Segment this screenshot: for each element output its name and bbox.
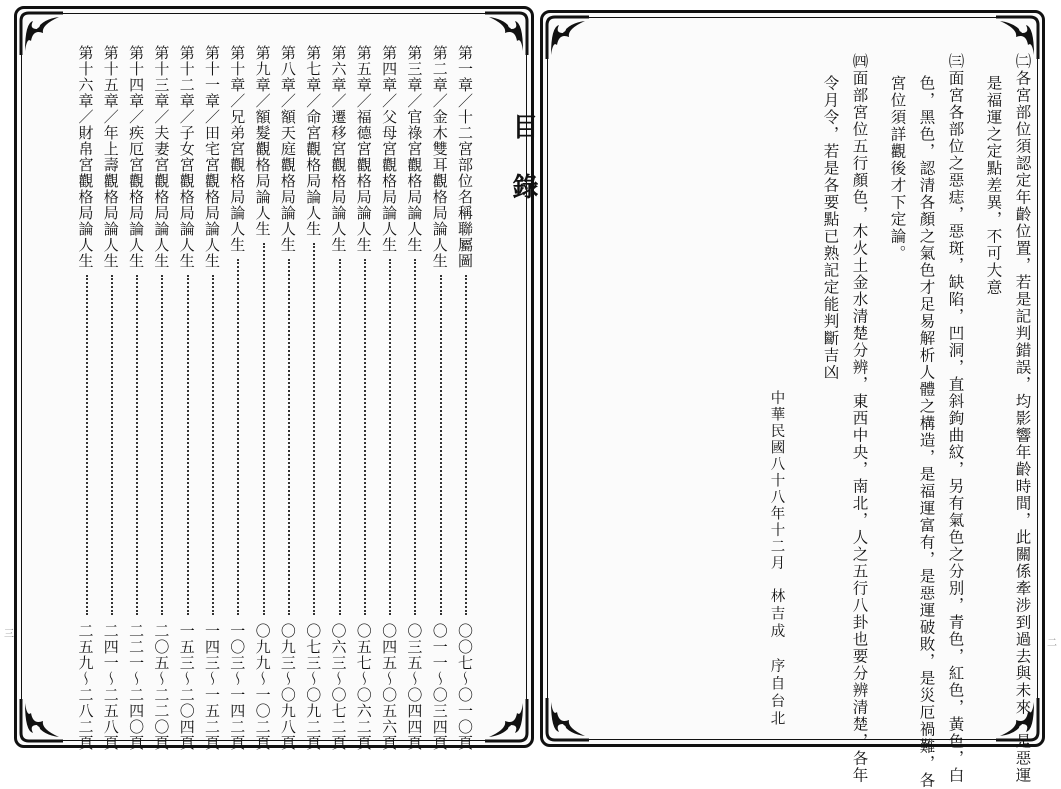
- toc-entry-title: 第六章／遷移宮觀格局論人生: [329, 45, 348, 253]
- toc-leader-dots: [237, 259, 239, 615]
- toc-page: [14, 6, 538, 751]
- toc-entry: [304, 45, 323, 751]
- ornament-corner-icon: [19, 11, 65, 57]
- preface-line: 色，黑色，認清各顏之氣色才足易解析人體之構造，是福運富有，是惡運破敗，是災厄禍難，各: [917, 75, 936, 789]
- toc-entry: [177, 45, 197, 751]
- toc-entry-title: 第八章／額天庭觀格局論人生: [278, 45, 297, 253]
- toc-entry-title: 第二章／金木雙耳觀格局論人生: [430, 45, 449, 269]
- toc-entry-pages: 〇〇七～〇一〇頁: [456, 623, 474, 751]
- toc-entry: [405, 45, 424, 751]
- toc-entry-title: 第十二章／子女宮觀格局論人生: [177, 45, 196, 269]
- toc-entry: [101, 45, 121, 751]
- toc-entry: [278, 45, 298, 751]
- toc-entry-title: 第四章／父母宮觀格局論人生: [380, 45, 399, 253]
- toc-entry-title: 第七章／命宮觀格局論人生: [304, 45, 323, 237]
- toc-entry-pages: 一〇三～一四二頁: [228, 623, 247, 751]
- toc-entry: [329, 45, 349, 751]
- toc-entry-pages: 〇一一～〇三四頁: [430, 623, 449, 751]
- toc-leader-dots: [364, 259, 366, 615]
- preface-author: 林吉成 序自台北: [768, 588, 785, 728]
- toc-entry: [228, 45, 247, 751]
- preface-page: [540, 10, 1045, 789]
- preface-date: 中華民國八十八年十二月: [768, 390, 785, 572]
- toc-entry: [127, 45, 146, 751]
- ornament-corner-icon: [483, 697, 529, 743]
- toc-entry-pages: 二四一～二五八頁: [101, 623, 120, 751]
- toc-entry-title: 第十一章／田宅宮觀格局論人生: [203, 45, 221, 269]
- toc-leader-dots: [414, 259, 416, 615]
- toc-leader-dots: [389, 259, 391, 615]
- toc-entry-title: 第三章／官祿宮觀格局論人生: [405, 45, 424, 253]
- toc-entry-title: 第十三章／夫妻宮觀格局論人生: [152, 45, 171, 269]
- toc-leader-dots: [212, 275, 214, 615]
- toc-leader-dots: [86, 275, 88, 615]
- toc-entry: [203, 45, 222, 751]
- toc-leader-dots: [111, 275, 113, 615]
- ornament-corner-icon: [483, 11, 529, 57]
- toc-leader-dots: [465, 275, 467, 615]
- toc-entry-pages: 一四三～一五二頁: [203, 623, 221, 751]
- toc-leader-dots: [263, 243, 265, 615]
- toc-title: 目錄: [508, 113, 538, 233]
- toc-entry-title: 第五章／福德宮觀格局論人生: [354, 45, 373, 253]
- toc-entry: [354, 45, 374, 751]
- ornament-corner-icon: [19, 697, 65, 743]
- toc-entry-title: 第十四章／疾厄宮觀格局論人生: [127, 45, 146, 269]
- toc-entry-pages: 〇五七～〇六二頁: [354, 623, 373, 751]
- preface-line: 令月令，若是各要點已熟記定能判斷吉凶: [821, 75, 840, 381]
- preface-line: ㈡各宮部位須認定年齡位置，若是記判錯誤，均影響年齡時間，此關係牽涉到過去與未來，是惡運: [1013, 53, 1032, 784]
- ornament-corner-icon: [545, 15, 591, 61]
- toc-entry: [430, 45, 450, 751]
- toc-entry-pages: 〇四五～〇五六頁: [380, 623, 399, 751]
- toc-entry-title: 第十章／兄弟宮觀格局論人生: [228, 45, 247, 253]
- toc-entry-pages: 〇六三～〇七二頁: [329, 623, 348, 751]
- preface-line: 是福運之定點差異，不可大意: [984, 75, 1003, 296]
- toc-leader-dots: [161, 275, 163, 615]
- toc-entry-title: 第一章／十二宮部位名稱聯屬圖: [456, 45, 474, 269]
- toc-entry-pages: 一五三～二〇四頁: [177, 623, 196, 751]
- toc-entry: [456, 45, 475, 751]
- preface-line: ㈢面宮各部位之惡痣，惡斑，缺陷，凹洞，直斜鉤曲紋，另有氣色之分別，青色，紅色，黃色，白: [946, 53, 965, 784]
- toc-entry: [76, 45, 96, 751]
- page-number-left: 三: [4, 629, 14, 640]
- toc-entry-title: 第十六章／財帛宮觀格局論人生: [76, 45, 95, 269]
- toc-leader-dots: [313, 243, 315, 615]
- toc-leader-dots: [187, 275, 189, 615]
- toc-leader-dots: [136, 275, 138, 615]
- toc-entry: [253, 45, 273, 751]
- toc-entry-pages: 二〇五～二二〇頁: [152, 623, 171, 751]
- ornament-corner-icon: [545, 696, 591, 742]
- toc-entry-title: 第十五章／年上壽觀格局論人生: [101, 45, 120, 269]
- toc-entry-pages: 〇七三～〇九二頁: [304, 623, 323, 751]
- toc-entry-pages: 〇三五～〇四四頁: [405, 623, 424, 751]
- toc-leader-dots: [288, 259, 290, 615]
- toc-entry: [380, 45, 399, 751]
- toc-entry-pages: 〇九九～一〇二頁: [253, 623, 272, 751]
- preface-line: ㈣面部宮位五行顏色，木火土金水清楚分辨，東西中央，南北，人之五行八卦也要分辨清楚，各年: [850, 53, 869, 784]
- toc-entry: [152, 45, 171, 751]
- toc-entry-pages: 〇九三～〇九八頁: [278, 623, 297, 751]
- preface-line: 宮位須詳觀後才下定論。: [888, 75, 907, 262]
- toc-leader-dots: [339, 259, 341, 615]
- toc-entry-pages: 二五九～二八二頁: [76, 623, 95, 751]
- page-number-right: 二: [1047, 638, 1057, 649]
- toc-entry-pages: 二二一～二四〇頁: [127, 623, 146, 751]
- toc-leader-dots: [440, 275, 442, 615]
- toc-entry-title: 第九章／額髮觀格局論人生: [253, 45, 272, 237]
